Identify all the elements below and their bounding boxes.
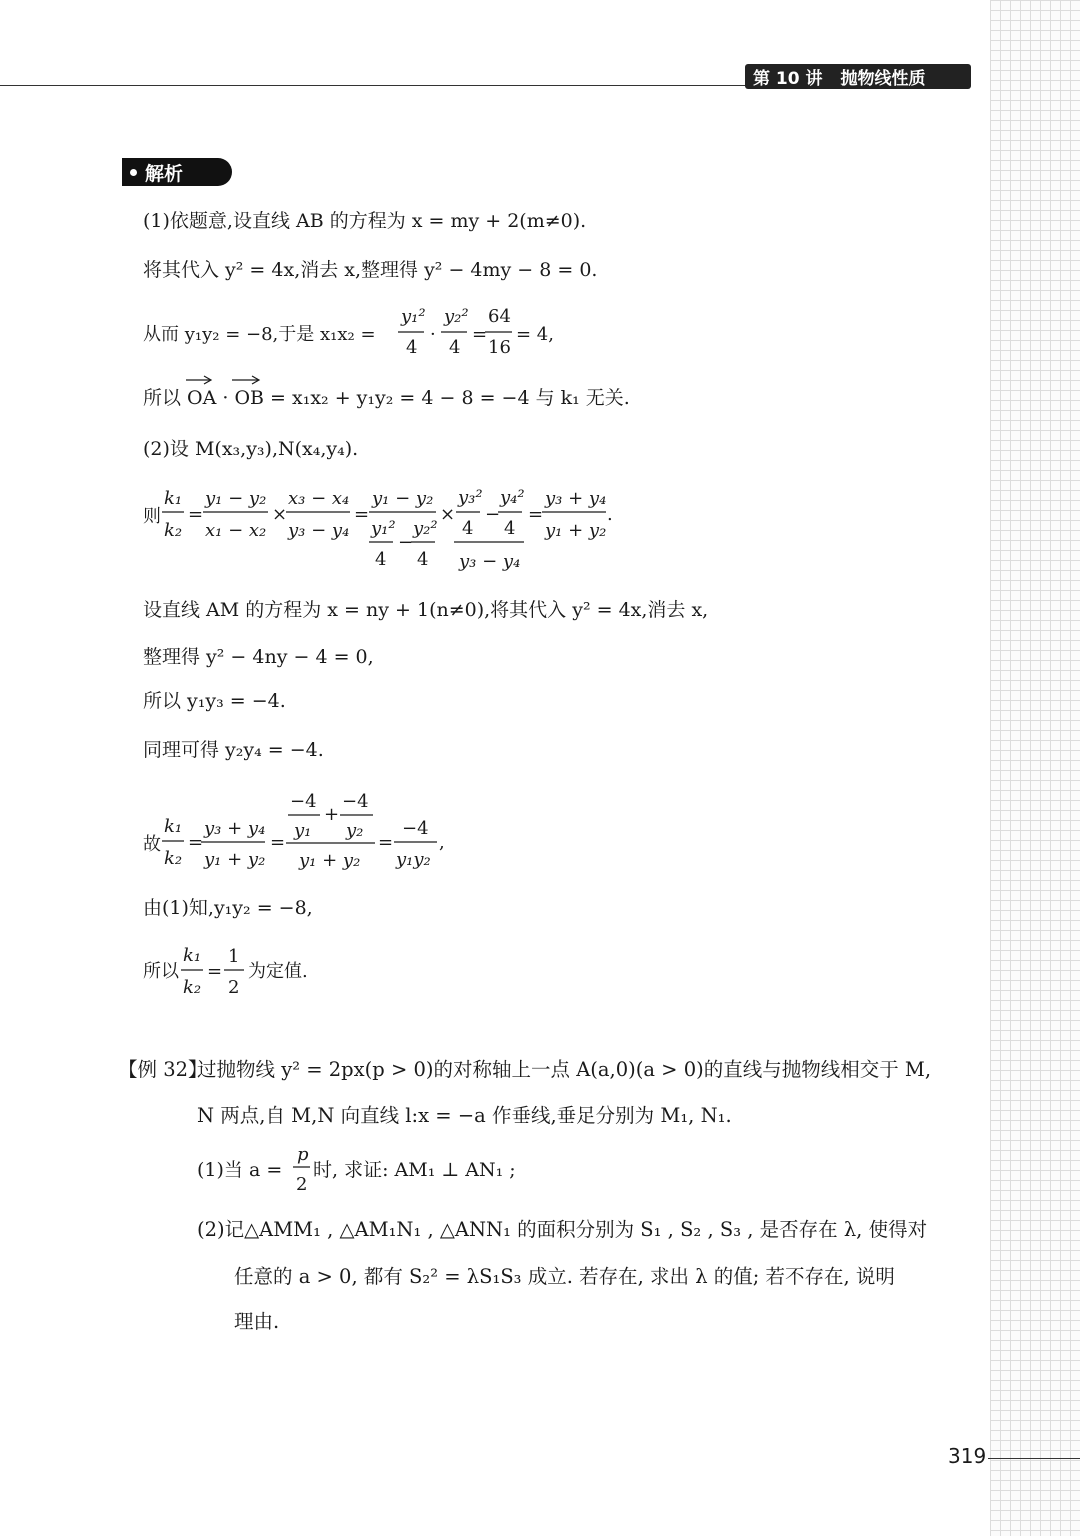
formula-text: (1)当 a = <box>197 1159 283 1181</box>
formula-text: k₁ <box>164 488 183 509</box>
solution-line: 整理得 y² − 4ny − 4 = 0, <box>143 646 374 668</box>
example-line: 理由. <box>234 1310 280 1333</box>
formula-text: × <box>272 504 288 525</box>
formula-text: 4 <box>406 337 418 358</box>
formula-text: 故 <box>143 834 161 855</box>
formula-text: 从而 y₁y₂ = −8,于是 x₁x₂ = <box>143 324 376 345</box>
formula-text: . <box>607 504 613 525</box>
formula-text: y₃ + y₄ <box>545 488 607 509</box>
chapter-number: 第 10 讲 <box>753 69 823 89</box>
solution-line: 所以 OA · OB = x₁x₂ + y₁y₂ = 4 − 8 = −4 与 k₁ 无关. <box>143 387 630 409</box>
formula-text: 4 <box>375 549 387 570</box>
example-label: 【例 32】 <box>118 1058 208 1081</box>
footer-rule <box>988 1458 1080 1459</box>
formula-text: 为定值. <box>248 961 308 982</box>
formula-text: 4 <box>504 518 516 539</box>
formula-text: y₁y₂ <box>396 849 431 870</box>
example-line: (2)记△AMM₁ , △AM₁N₁ , △ANN₁ 的面积分别为 S₁ , S₂ , S₃ , 是否存在 λ, 使得对 <box>197 1218 928 1241</box>
formula-text: = <box>188 504 204 525</box>
formula-text: k₂ <box>164 848 183 869</box>
formula-text: y₃ − y₄ <box>459 551 521 572</box>
solution-line: 设直线 AM 的方程为 x = ny + 1(n≠0),将其代入 y² = 4x,消去 x, <box>143 599 709 621</box>
formula-text: 所以 <box>143 961 179 982</box>
solution-line: 所以 y₁y₃ = −4. <box>143 690 286 712</box>
formula-text: 4 <box>417 549 429 570</box>
formula-text: = <box>472 324 488 345</box>
formula-text: 1 <box>228 946 240 967</box>
formula-text: − <box>398 532 414 553</box>
formula-text: − <box>485 504 501 525</box>
formula-text: 2 <box>228 977 240 998</box>
formula-text: 4 <box>449 337 461 358</box>
formula-text: −4 <box>290 791 317 812</box>
example-line: 任意的 a > 0, 都有 S₂² = λS₁S₃ 成立. 若存在, 求出 λ 的值; 若不存在, 说明 <box>234 1265 895 1288</box>
formula-text: = <box>270 832 286 853</box>
formula-text: = <box>354 504 370 525</box>
formula-text: 时, 求证: AM₁ ⊥ AN₁ ; <box>313 1159 516 1181</box>
formula-text: k₂ <box>164 520 183 541</box>
formula-text: k₁ <box>183 945 202 966</box>
formula-text: p <box>297 1144 309 1165</box>
section-label: 解析 <box>145 162 184 185</box>
formula-text: 则 <box>143 506 161 527</box>
solution-line: 同理可得 y₂y₄ = −4. <box>143 739 324 761</box>
solution-line: 将其代入 y² = 4x,消去 x,整理得 y² − 4my − 8 = 0. <box>143 259 598 281</box>
formula-text: −4 <box>402 818 429 839</box>
formula-text: + <box>324 804 340 825</box>
formula-text: · <box>430 324 436 345</box>
chapter-title: 抛物线性质 <box>840 69 926 89</box>
formula-text: 16 <box>488 337 511 358</box>
formula-text: y₂² <box>444 306 469 327</box>
formula-text: y₁² <box>401 306 426 327</box>
formula-text: = <box>188 832 204 853</box>
formula-text: = <box>207 961 223 982</box>
formula-text: , <box>439 832 445 853</box>
formula-text: y₁² <box>371 518 396 539</box>
formula-text: x₃ − x₄ <box>288 488 350 509</box>
formula-text: y₂² <box>413 518 438 539</box>
formula-text: y₁ + y₂ <box>299 850 361 871</box>
formula-text: y₂ <box>346 820 364 841</box>
formula-text: y₁ + y₂ <box>204 849 266 870</box>
formula-text: 64 <box>488 306 511 327</box>
formula-text: × <box>440 504 456 525</box>
formula-text: y₁ + y₂ <box>545 520 607 541</box>
formula-text: = 4, <box>516 324 554 345</box>
example-line: 过抛物线 y² = 2px(p > 0)的对称轴上一点 A(a,0)(a > 0)的直线与抛物线相交于 M, <box>197 1058 932 1081</box>
formula-text: = <box>528 504 544 525</box>
formula-text: x₁ − x₂ <box>205 520 267 541</box>
formula-text: 2 <box>296 1174 308 1195</box>
formula-text: −4 <box>342 791 369 812</box>
formula-text: y₄² <box>500 487 525 508</box>
formula-text: k₁ <box>164 816 183 837</box>
formula-text: y₁ − y₂ <box>372 488 434 509</box>
formula-text: k₂ <box>183 977 202 998</box>
formula-text: y₃² <box>458 487 483 508</box>
formula-text: y₁ <box>294 820 312 841</box>
page-number: 319 <box>948 1444 987 1468</box>
solution-line: (1)依题意,设直线 AB 的方程为 x = my + 2(m≠0). <box>143 210 587 232</box>
formula-text: = <box>378 832 394 853</box>
formula-text: y₁ − y₂ <box>205 488 267 509</box>
example-line: N 两点,自 M,N 向直线 l:x = −a 作垂线,垂足分别为 M₁, N₁. <box>197 1104 732 1127</box>
solution-line: 由(1)知,y₁y₂ = −8, <box>143 897 313 919</box>
formula-text: y₃ − y₄ <box>288 520 350 541</box>
formula-text: 4 <box>462 518 474 539</box>
formula-text: y₃ + y₄ <box>204 818 266 839</box>
solution-line: (2)设 M(x₃,y₃),N(x₄,y₄). <box>143 438 359 460</box>
